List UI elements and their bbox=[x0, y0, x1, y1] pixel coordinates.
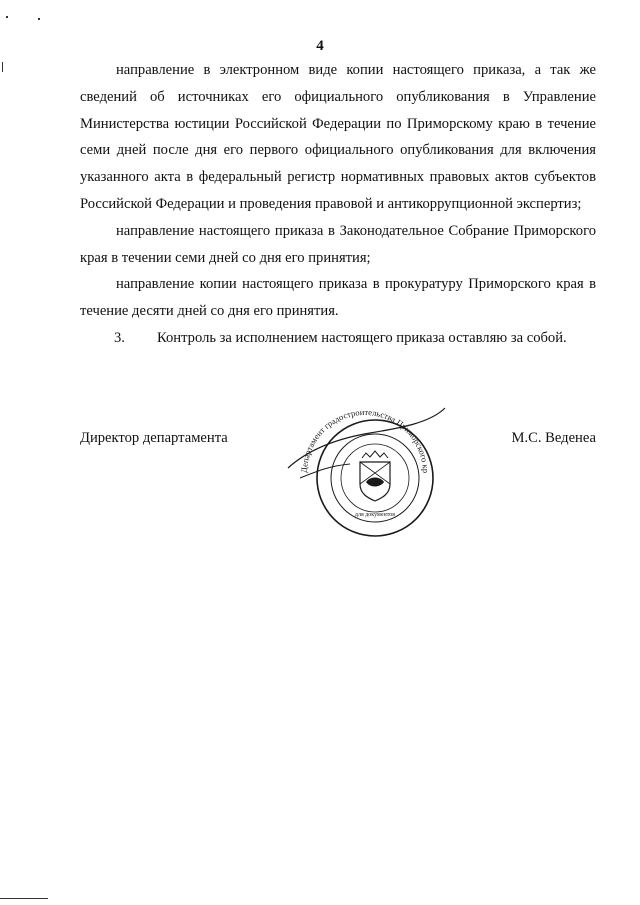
list-item-number: 3. bbox=[114, 329, 125, 346]
signer-name: М.С. Веденеа bbox=[511, 430, 596, 446]
page-number: 4 bbox=[316, 38, 324, 54]
scan-edge-mark-top bbox=[6, 16, 8, 18]
stamp-inner-text: для документов bbox=[354, 512, 396, 518]
scan-edge-mark-top-2 bbox=[38, 18, 40, 20]
official-stamp bbox=[270, 398, 460, 548]
scan-edge-line-bottom bbox=[0, 898, 48, 899]
paragraph-legislative-assembly: направление настоящего приказа в Законодательное Собрание Приморского края в течении семи дней со дня его принятия; bbox=[80, 222, 596, 266]
document-body bbox=[80, 57, 596, 352]
paragraph-prosecutor: направление копии настоящего приказа в прокуратуру Приморского края в течение десяти дней со дня его принятия. bbox=[80, 276, 596, 320]
list-item-3 bbox=[80, 325, 596, 352]
scan-edge-mark-left bbox=[2, 62, 3, 72]
signer-position: Директор департамента bbox=[80, 430, 228, 446]
stamp-outer-text: Департамент градостроительства Приморского кр bbox=[298, 406, 432, 474]
paragraph-registry: направление в электронном виде копии настоящего приказа, а так же сведений об источниках его официального опубликования в Управление Министерства юстиции Российской Федерации по Приморскому краю в течение семи дней после дня его первого официального опубликования для включения указанного акта в федеральный регистр нормативных правовых актов субъектов Российской Федерации и проведения правовой и антикоррупционной экспертиз; bbox=[80, 62, 596, 212]
list-item-text: Контроль за исполнением настоящего приказа оставляю за собой. bbox=[157, 329, 567, 346]
